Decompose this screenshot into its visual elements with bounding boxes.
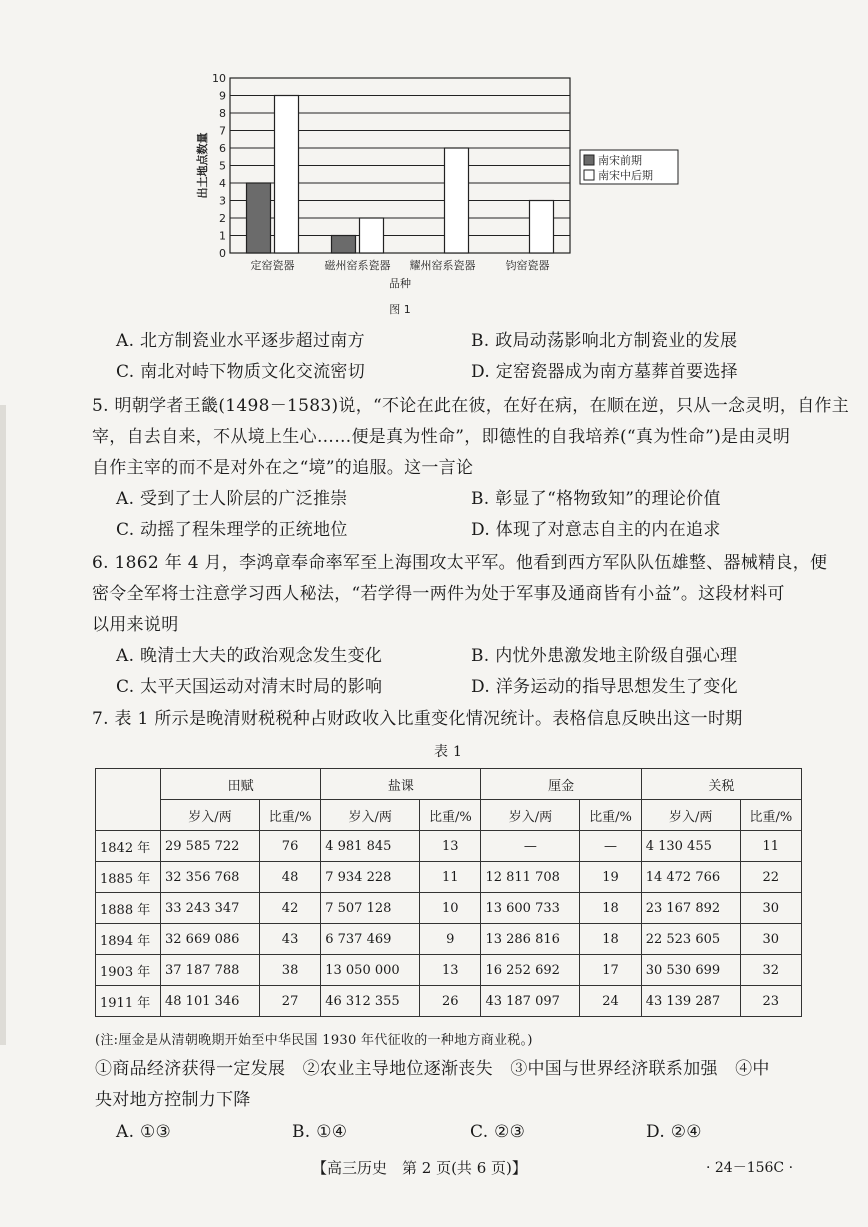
bar-南宋中后期 [275, 96, 299, 254]
row-year: 1894 年 [96, 924, 161, 955]
bar-南宋前期 [247, 183, 271, 253]
page-edge-shadow [0, 405, 6, 1045]
y-tick-label: 7 [219, 124, 226, 138]
cell-revenue: 4 130 455 [641, 831, 740, 862]
q4-option-b: B. 政局动荡影响北方制瓷业的发展 [471, 331, 738, 351]
table-sub-header-row [96, 800, 802, 831]
y-tick-label: 9 [219, 89, 226, 103]
q6-stem-line3: 以用来说明 [92, 615, 179, 635]
q6-stem-line1: 6. 1862 年 4 月，李鸿章奉命率军至上海围攻太平军。他看到西方军队队伍雄整、器械精良，便 [92, 553, 828, 573]
sub-header: 岁入/两 [641, 800, 740, 831]
q7-option-a: A. ①③ [116, 1122, 172, 1142]
q5-option-b: B. 彰显了“格物致知”的理论价值 [471, 489, 721, 509]
cell-share: 18 [580, 924, 641, 955]
table-note: (注:厘金是从清朝晚期开始至中华民国 1930 年代征收的一种地方商业税。) [95, 1033, 533, 1048]
table-caption: 表 1 [434, 744, 463, 760]
q4-option-a: A. 北方制瓷业水平逐步超过南方 [116, 331, 365, 351]
finance-table [95, 768, 802, 1017]
cell-share: 11 [420, 862, 481, 893]
table-row [96, 986, 802, 1017]
bar-南宋中后期 [445, 148, 469, 253]
q7-option-d: D. ②④ [646, 1122, 702, 1142]
q7-items-line1: ①商品经济获得一定发展 ②农业主导地位逐渐丧失 ③中国与世界经济联系加强 ④中 [95, 1059, 770, 1079]
q5-option-c: C. 动摇了程朱理学的正统地位 [116, 520, 348, 540]
cell-share: 42 [259, 893, 320, 924]
sub-header: 比重/% [420, 800, 481, 831]
cell-share: 13 [420, 831, 481, 862]
y-tick-label: 2 [219, 212, 226, 225]
table-row [96, 955, 802, 986]
cell-share: 24 [580, 986, 641, 1017]
q5-stem-line2: 宰，自去自来，不从境上生心……便是真为性命”，即德性的自我培养(“真为性命”)是由灵明 [92, 427, 791, 447]
q6-option-b: B. 内忧外患激发地主阶级自强心理 [471, 646, 738, 666]
sub-header: 比重/% [740, 800, 801, 831]
bar-南宋中后期 [360, 218, 384, 253]
cell-revenue: 37 187 788 [161, 955, 260, 986]
x-tick-label: 耀州窑系瓷器 [409, 259, 476, 272]
cell-share: 17 [580, 955, 641, 986]
cell-share: 48 [259, 862, 320, 893]
q6-option-a: A. 晚清士大夫的政治观念发生变化 [116, 646, 383, 666]
group-header: 盐课 [321, 769, 481, 800]
q7-stem-line1: 7. 表 1 所示是晚清财税税种占财政收入比重变化情况统计。表格信息反映出这一时期 [92, 709, 743, 729]
y-tick-label: 6 [219, 142, 226, 155]
table-group-header-row [96, 769, 802, 800]
q5-stem-line1: 5. 明朝学者王畿(1498－1583)说，“不论在此在彼，在好在病，在顺在逆，只从一念灵明，自作主 [92, 396, 850, 416]
cell-share: 27 [259, 986, 320, 1017]
bar-南宋中后期 [530, 201, 554, 254]
cell-share: 26 [420, 986, 481, 1017]
q7-items-line2: 央对地方控制力下降 [95, 1090, 251, 1110]
q4-option-d: D. 定窑瓷器成为南方墓葬首要选择 [471, 362, 738, 382]
cell-share: 9 [420, 924, 481, 955]
q6-option-c: C. 太平天国运动对清末时局的影响 [116, 677, 383, 697]
table-corner-cell [96, 769, 161, 831]
cell-revenue: 13 600 733 [481, 893, 580, 924]
q5-option-d: D. 体现了对意志自主的内在追求 [471, 520, 721, 540]
legend-swatch [584, 170, 594, 180]
y-tick-label: 8 [219, 107, 226, 120]
cell-share: 10 [420, 893, 481, 924]
cell-share: 32 [740, 955, 801, 986]
row-year: 1903 年 [96, 955, 161, 986]
cell-revenue: 6 737 469 [321, 924, 420, 955]
q6-option-d: D. 洋务运动的指导思想发生了变化 [471, 677, 738, 697]
cell-share: 13 [420, 955, 481, 986]
y-tick-label: 5 [219, 159, 226, 173]
q5-stem-line3: 自作主宰的而不是对外在之“境”的追服。这一言论 [92, 458, 474, 478]
row-year: 1888 年 [96, 893, 161, 924]
cell-revenue: 32 669 086 [161, 924, 260, 955]
y-axis-label: 出土地点数量 [196, 132, 209, 199]
table-row [96, 924, 802, 955]
cell-share: — [580, 831, 641, 862]
cell-revenue: 43 139 287 [641, 986, 740, 1017]
row-year: 1842 年 [96, 831, 161, 862]
sub-header: 比重/% [580, 800, 641, 831]
x-tick-label: 钧窑瓷器 [505, 259, 550, 272]
cell-revenue: 16 252 692 [481, 955, 580, 986]
sub-header: 岁入/两 [161, 800, 260, 831]
cell-revenue: 23 167 892 [641, 893, 740, 924]
q4-option-c: C. 南北对峙下物质文化交流密切 [116, 362, 366, 382]
cell-revenue: 14 472 766 [641, 862, 740, 893]
cell-share: 30 [740, 893, 801, 924]
cell-revenue: 13 050 000 [321, 955, 420, 986]
cell-revenue: 30 530 699 [641, 955, 740, 986]
cell-revenue: 4 981 845 [321, 831, 420, 862]
cell-share: 22 [740, 862, 801, 893]
y-tick-label: 4 [219, 177, 226, 190]
sub-header: 岁入/两 [321, 800, 420, 831]
q7-option-c: C. ②③ [470, 1122, 526, 1142]
cell-revenue: 32 356 768 [161, 862, 260, 893]
q5-option-a: A. 受到了士人阶层的广泛推崇 [116, 489, 348, 509]
group-header: 田赋 [161, 769, 321, 800]
y-tick-label: 10 [212, 72, 226, 85]
q7-option-b: B. ①④ [292, 1122, 348, 1142]
cell-revenue: 48 101 346 [161, 986, 260, 1017]
footer-code: · 24－156C · [706, 1160, 794, 1176]
cell-revenue: 7 934 228 [321, 862, 420, 893]
footer-subject: 【高三历史 第 2 页(共 6 页)】 [312, 1159, 527, 1177]
cell-share: 18 [580, 893, 641, 924]
table-row [96, 893, 802, 924]
cell-revenue: — [481, 831, 580, 862]
row-year: 1885 年 [96, 862, 161, 893]
row-year: 1911 年 [96, 986, 161, 1017]
table-row [96, 862, 802, 893]
cell-revenue: 43 187 097 [481, 986, 580, 1017]
y-tick-label: 3 [219, 194, 226, 208]
y-tick-label: 0 [219, 247, 226, 260]
cell-share: 38 [259, 955, 320, 986]
sub-header: 比重/% [259, 800, 320, 831]
cell-share: 43 [259, 924, 320, 955]
bar-chart [180, 60, 700, 316]
legend-swatch [584, 155, 594, 165]
group-header: 厘金 [481, 769, 641, 800]
legend-label: 南宋中后期 [598, 169, 653, 182]
cell-revenue: 33 243 347 [161, 893, 260, 924]
cell-revenue: 29 585 722 [161, 831, 260, 862]
figure-caption: 图 1 [389, 303, 411, 316]
cell-share: 11 [740, 831, 801, 862]
cell-revenue: 13 286 816 [481, 924, 580, 955]
y-tick-label: 1 [219, 229, 226, 243]
x-tick-label: 定窑瓷器 [250, 259, 295, 272]
legend-label: 南宋前期 [598, 154, 642, 167]
x-axis-label: 品种 [389, 277, 411, 290]
cell-share: 19 [580, 862, 641, 893]
cell-share: 30 [740, 924, 801, 955]
cell-revenue: 12 811 708 [481, 862, 580, 893]
sub-header: 岁入/两 [481, 800, 580, 831]
q6-stem-line2: 密令全军将士注意学习西人秘法，“若学得一两件为处于军事及通商皆有小益”。这段材料可 [92, 584, 785, 604]
table-row [96, 831, 802, 862]
x-tick-label: 磁州窑系瓷器 [324, 259, 391, 272]
bar-南宋前期 [332, 236, 356, 254]
cell-share: 23 [740, 986, 801, 1017]
cell-revenue: 22 523 605 [641, 924, 740, 955]
cell-revenue: 7 507 128 [321, 893, 420, 924]
cell-revenue: 46 312 355 [321, 986, 420, 1017]
group-header: 关税 [641, 769, 801, 800]
cell-share: 76 [259, 831, 320, 862]
